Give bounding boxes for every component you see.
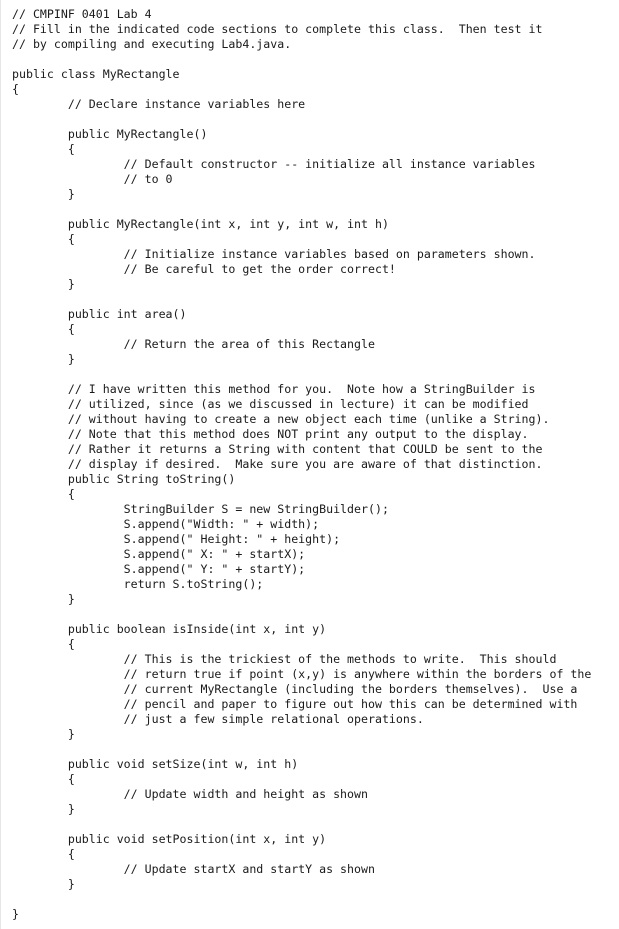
code-line: // Update startX and startY as shown: [12, 862, 375, 876]
code-line: // Update width and height as shown: [12, 787, 368, 801]
code-line: }: [12, 907, 19, 921]
code-line: // to 0: [12, 172, 173, 186]
code-line: [12, 742, 619, 757]
code-line: public MyRectangle(int x, int y, int w, int h): [12, 217, 389, 231]
code-line: // by compiling and executing Lab4.java.: [12, 37, 292, 51]
code-line: }: [12, 877, 75, 891]
code-line: // Declare instance variables here: [12, 97, 306, 111]
code-line: public boolean isInside(int x, int y): [12, 622, 327, 636]
code-line: {: [12, 772, 75, 786]
code-line: {: [12, 637, 75, 651]
code-line: [12, 367, 619, 382]
code-line: }: [12, 727, 75, 741]
code-line: }: [12, 277, 75, 291]
code-line: [12, 817, 619, 832]
code-line: // Default constructor -- initialize all instance variables: [12, 157, 536, 171]
code-line: {: [12, 322, 75, 336]
code-line: // Note that this method does NOT print any output to the display.: [12, 427, 529, 441]
code-line: [12, 892, 619, 907]
code-line: // Rather it returns a String with content that COULD be sent to the: [12, 442, 543, 456]
code-line: // This is the trickiest of the methods to write. This should: [12, 652, 557, 666]
code-line: public void setSize(int w, int h): [12, 757, 299, 771]
code-line: }: [12, 592, 75, 606]
code-line: S.append(" Height: " + height);: [12, 532, 341, 546]
code-line: // just a few simple relational operations.: [12, 712, 424, 726]
code-line: // CMPINF 0401 Lab 4: [12, 7, 152, 21]
code-line: [12, 52, 619, 67]
code-line: }: [12, 352, 75, 366]
code-line: [12, 292, 619, 307]
code-line: // Initialize instance variables based on parameters shown.: [12, 247, 536, 261]
code-line: S.append(" X: " + startX);: [12, 547, 306, 561]
code-line: // utilized, since (as we discussed in lecture) it can be modified: [12, 397, 529, 411]
code-line: {: [12, 142, 75, 156]
code-line: public void setPosition(int x, int y): [12, 832, 327, 846]
code-line: [12, 202, 619, 217]
code-line: S.append(" Y: " + startY);: [12, 562, 306, 576]
code-line: public class MyRectangle: [12, 67, 180, 81]
code-line: [12, 607, 619, 622]
code-line: return S.toString();: [12, 577, 264, 591]
code-line: // Be careful to get the order correct!: [12, 262, 396, 276]
code-line: // without having to create a new object each time (unlike a String).: [12, 412, 550, 426]
code-line: {: [12, 232, 75, 246]
code-line: // current MyRectangle (including the borders themselves). Use a: [12, 682, 578, 696]
code-line: }: [12, 187, 75, 201]
code-line: {: [12, 847, 75, 861]
code-line: S.append("Width: " + width);: [12, 517, 320, 531]
code-line: public MyRectangle(): [12, 127, 208, 141]
code-line: // Fill in the indicated code sections to complete this class. Then test it: [12, 22, 543, 36]
code-line: [12, 112, 619, 127]
code-line: // pencil and paper to figure out how this can be determined with: [12, 697, 578, 711]
code-line: {: [12, 82, 19, 96]
code-line: }: [12, 802, 75, 816]
code-line: // I have written this method for you. Note how a StringBuilder is: [12, 382, 536, 396]
code-line: {: [12, 487, 75, 501]
code-line: // Return the area of this Rectangle: [12, 337, 375, 351]
code-line: StringBuilder S = new StringBuilder();: [12, 502, 389, 516]
code-line: public String toString(): [12, 472, 236, 486]
code-line: // display if desired. Make sure you are aware of that distinction.: [12, 457, 543, 471]
code-line: // return true if point (x,y) is anywhere within the borders of the: [12, 667, 592, 681]
code-line: public int area(): [12, 307, 187, 321]
